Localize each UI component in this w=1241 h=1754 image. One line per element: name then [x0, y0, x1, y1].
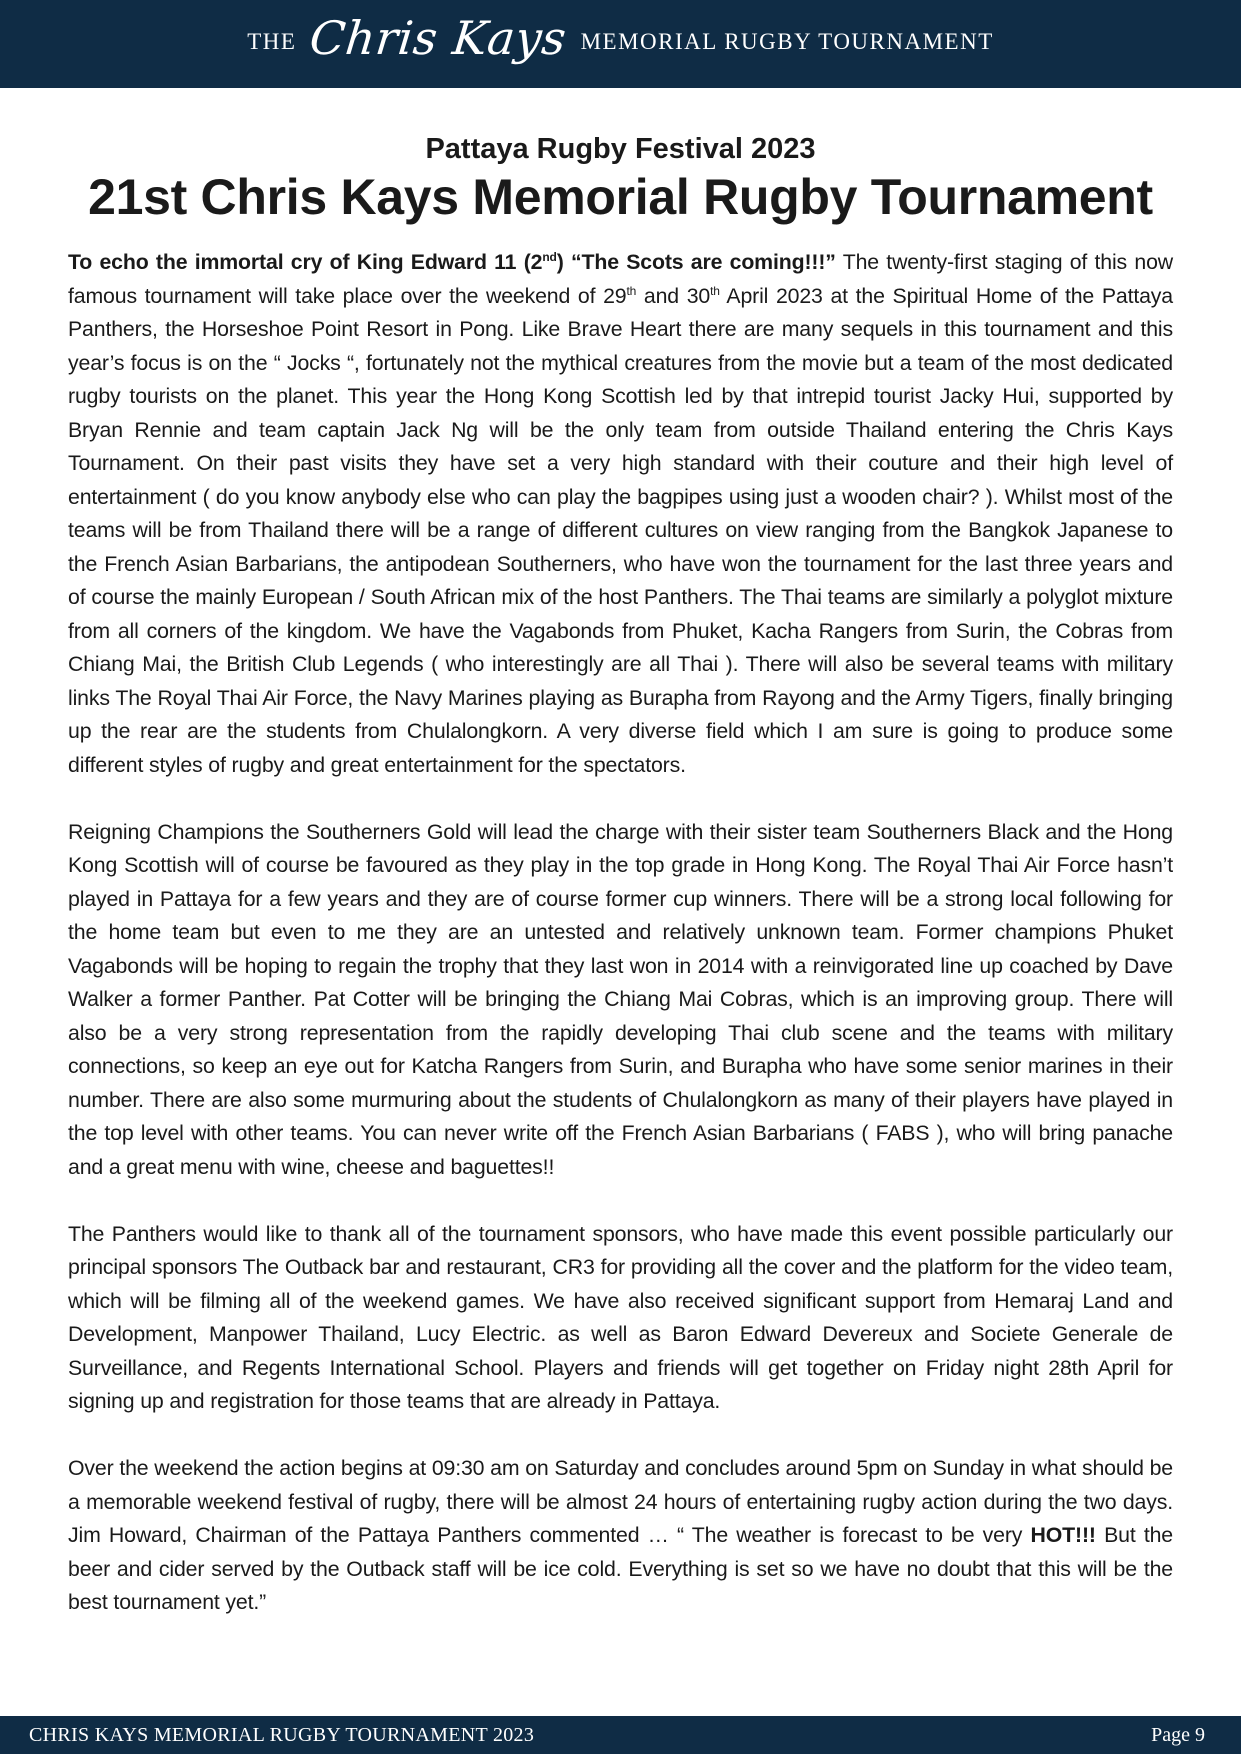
weekend-bold-hot: HOT!!!: [1030, 1523, 1096, 1547]
header-prefix: THE: [247, 29, 297, 54]
page-title: 21st Chris Kays Memorial Rugby Tournament: [88, 169, 1153, 225]
intro-text-a: The twenty-first staging of this now famous tournament will take place over the weekend of 29: [68, 250, 1173, 308]
intro-text-b: and 30: [636, 283, 711, 308]
paragraph-weekend: [68, 1452, 1173, 1620]
page-subtitle: Pattaya Rugby Festival 2023: [425, 133, 816, 165]
intro-sup-b: th: [710, 283, 720, 298]
paragraph-intro: [68, 246, 1173, 782]
intro-bold-lead: To echo the immortal cry of King Edward 11 (2: [68, 250, 543, 274]
intro-bold-quote: ) “The Scots are coming!!!”: [556, 250, 836, 274]
paragraph-champions: Reigning Champions the Southerners Gold will lead the charge with their sister team Southerners Black and the Hong Kong Scottish will of course be favoured as they play in the top grade in Hong Kong. The Royal Thai Air Force hasn’t played in Pattaya for a few years and they are of course former cup winners. There will be a strong local following for the home team but even to me they are an untested and relatively unknown team. Former champions Phuket Vagabonds will be hoping to regain the trophy that they last won in 2014 with a reinvigorated line up coached by Dave Walker a former Panther. Pat Cotter will be bringing the Chiang Mai Cobras, which is an improving group. There will also be a very strong representation from the rapidly developing Thai club scene and the teams with military connections, so keep an eye out for Katcha Rangers from Surin, and Burapha who have some senior marines in their number. There are also some murmuring about the students of Chulalongkorn as many of their players have played in the top level with other teams. You can never write off the French Asian Barbarians ( FABS ), who will bring panache and a great menu with wine, cheese and baguettes!!: [68, 819, 1173, 1179]
weekend-text-a: Over the weekend the action begins at 09:30 am on Saturday and concludes around 5pm on Sunday in what should be a memorable weekend festival of rugby, there will be almost 24 hours of entertaining rugby action during the two days. Jim Howard, Chairman of the Pattaya Panthers commented … “ The weather is forecast to be very: [68, 1456, 1173, 1547]
intro-bold-sup: nd: [542, 250, 557, 264]
intro-text-c: April 2023 at the Spiritual Home of the Pattaya Panthers, the Horseshoe Point Resort in Pong. Like Brave Heart there are many sequels in this tournament and this year’s focus is on the “ Jocks “, fortunately not the mythical creatures from the movie but a team of the most dedicated rugby tourists on the planet. This year the Hong Kong Scottish led by that intrepid tourist Jacky Hui, supported by Bryan Rennie and team captain Jack Ng will be the only team from outside Thailand entering the Chris Kays Tournament. On their past visits they have set a very high standard with their couture and their high level of entertainment ( do you know anybody else who can play the bagpipes using just a wooden chair? ). Whilst most of the teams will be from Thailand there will be a range of different cultures on view ranging from the Bangkok Japanese to the French Asian Barbarians, the antipodean Southerners, who have won the tournament for the last three years and of course the mainly European / South African mix of the host Panthers. The Thai teams are similarly a polyglot mixture from all corners of the kingdom. We have the Vagabonds from Phuket, Kacha Rangers from Surin, the Cobras from Chiang Mai, the British Club Legends ( who interestingly are all Thai ). There will also be several teams with military links The Royal Thai Air Force, the Navy Marines playing as Burapha from Rayong and the Army Tigers, finally bringing up the rear are the students from Chulalongkorn. A very diverse field which I am sure is going to produce some different styles of rugby and great entertainment for the spectators.: [68, 283, 1173, 777]
intro-sup-a: th: [626, 283, 637, 298]
header-script-name: Chris Kays: [307, 11, 570, 65]
footer-banner: [0, 1716, 1241, 1754]
header-banner: [0, 0, 1241, 88]
header-logotype: [247, 11, 994, 69]
footer-title: CHRIS KAYS MEMORIAL RUGBY TOURNAMENT 2023: [29, 1724, 535, 1746]
paragraph-sponsors: The Panthers would like to thank all of the tournament sponsors, who have made this event possible particularly our principal sponsors The Outback bar and restaurant, CR3 for providing all the cover and the platform for the video team, which will be filming all of the weekend games. We have also received significant support from Hemaraj Land and Development, Manpower Thailand, Lucy Electric. as well as Baron Edward Devereux and Societe Generale de Surveillance, and Regents International School. Players and friends will get together on Friday night 28th April for signing up and registration for those teams that are already in Pattaya.: [68, 1221, 1173, 1413]
article-body: [68, 246, 1173, 1653]
header-suffix: MEMORIAL RUGBY TOURNAMENT: [580, 29, 994, 54]
weekend-text-b: But the beer and cider served by the Outback staff will be ice cold. Everything is set so we have no doubt that this will be the best tournament yet.”: [68, 1523, 1173, 1614]
page-number: Page 9: [1151, 1724, 1205, 1746]
